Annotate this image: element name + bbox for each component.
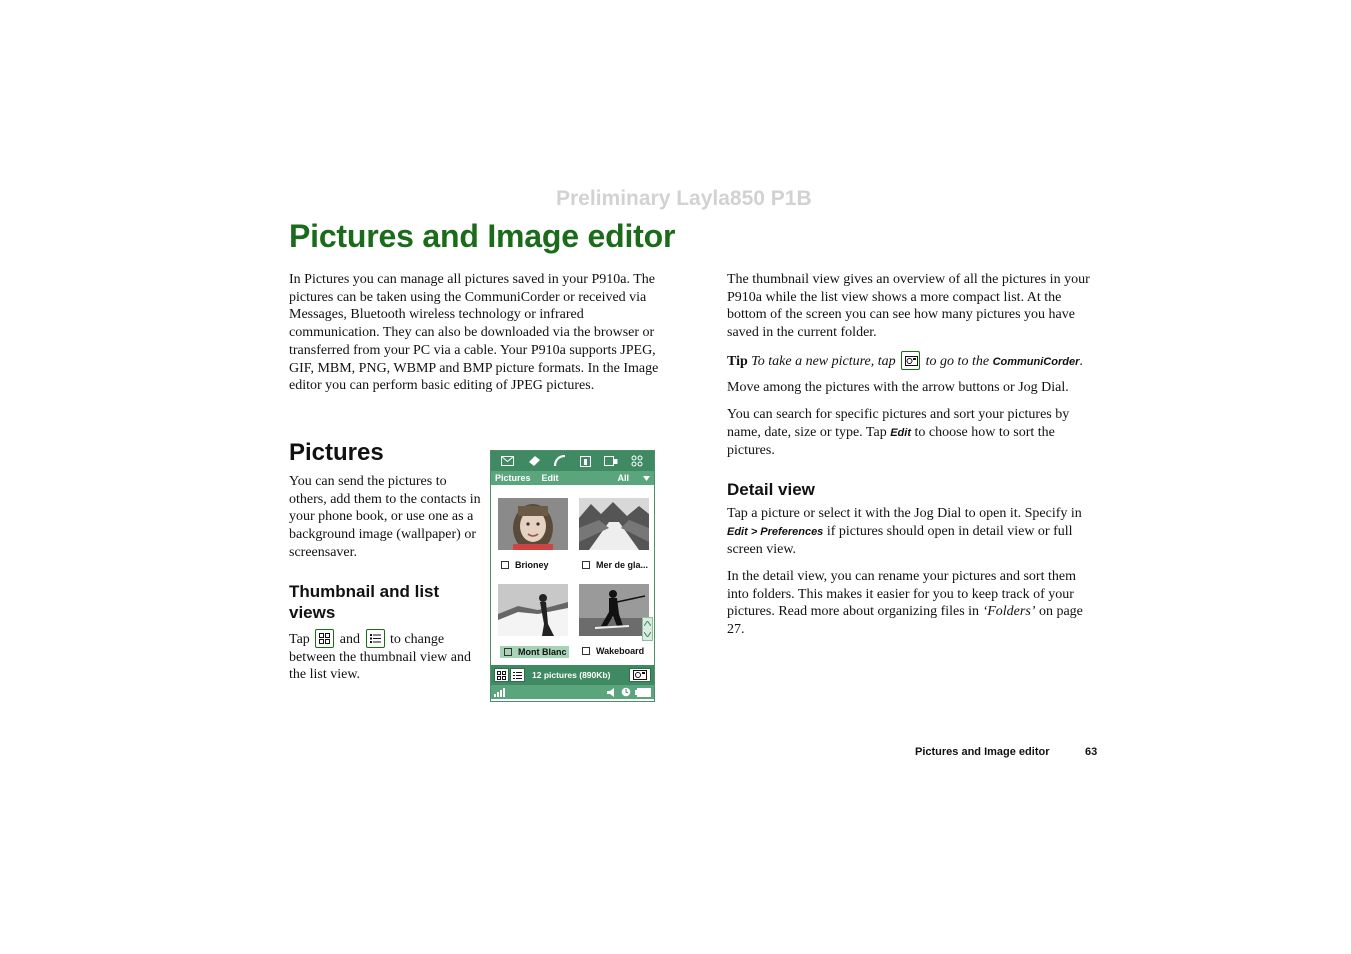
contacts-icon	[526, 454, 542, 468]
app-launcher-bar	[491, 451, 654, 471]
thumbnail-label: Brioney	[515, 560, 549, 570]
thumbnail-grid	[491, 485, 654, 665]
detail-text-b: if pictures should open in detail view or full screen view.	[727, 523, 1073, 558]
select-checkbox	[582, 561, 590, 569]
thumbnail-list-heading: Thumbnail and list views	[289, 582, 440, 622]
folder-filter-label: All	[617, 473, 629, 483]
preferences-menu-ref: Edit > Preferences	[727, 525, 824, 538]
pictures-menu: Pictures	[495, 473, 531, 483]
edit-menu-ref: Edit	[890, 426, 911, 439]
messages-icon	[500, 454, 516, 468]
mont-blanc-photo	[498, 584, 568, 636]
move-among-paragraph: Move among the pictures with the arrow buttons or Jog Dial.	[727, 380, 1069, 395]
footer-chapter-title: Pictures and Image editor	[915, 746, 1050, 758]
thumbnail-label: Mer de gla...	[596, 560, 649, 570]
edit-menu: Edit	[541, 473, 559, 483]
grid-apps-icon	[629, 454, 645, 468]
pictures-app-screenshot	[490, 450, 655, 702]
thumbnail-item	[578, 584, 650, 656]
rename-text-a: In the detail view, you can rename your pictures and sort them into folders. This makes it easier for you to keep track of your pictures. Read more about organizing files in	[727, 569, 1076, 620]
thumbnail-list-paragraph	[289, 629, 484, 684]
thumbnail-view-icon	[315, 629, 334, 648]
thumbnail-overview-paragraph: The thumbnail view gives an overview of all the pictures in your P910a while the list view shows a more compact list. At the bottom of the screen you can see how many pictures you have saved in the current folder.	[727, 272, 1090, 341]
speaker-icon	[607, 688, 616, 697]
tap-text: Tap	[289, 632, 310, 647]
scroll-up-icon	[644, 621, 651, 626]
tip-text-b: to go to the	[925, 354, 990, 369]
status-bar	[491, 685, 654, 699]
thumbnail-view-icon	[494, 668, 509, 682]
list-view-icon	[366, 629, 385, 648]
thumbnail-label: Wakeboard	[596, 646, 645, 656]
thumbnail-caption-selected	[500, 646, 569, 658]
thumbnail-item	[497, 498, 569, 570]
thumbnail-item	[578, 498, 650, 570]
folders-reference: ‘Folders’	[982, 604, 1036, 620]
camera-icon	[901, 351, 920, 370]
select-checkbox	[501, 561, 509, 569]
picture-count: 12 pictures (890Kb)	[532, 670, 611, 680]
thumbnail-caption	[578, 646, 650, 656]
detail-text-a: Tap a picture or select it with the Jog Dial to open it. Specify in	[727, 506, 1082, 521]
detail-view-paragraph	[727, 505, 1099, 559]
detail-view-heading: Detail view	[727, 480, 815, 499]
thumbnail-caption	[578, 560, 650, 570]
bottom-bar	[491, 665, 654, 685]
tip-paragraph	[727, 351, 1099, 372]
battery-icon	[635, 688, 651, 697]
menu-bar	[491, 471, 654, 485]
page-title: Pictures and Image editor	[289, 218, 676, 254]
rename-text-b: on page 27.	[727, 604, 1083, 638]
mer-de-glace-photo	[579, 498, 649, 550]
change-view-text: to change between the thumbnail view and the list view.	[289, 632, 471, 683]
phone-icon	[552, 454, 568, 468]
thumbnail-item	[497, 584, 569, 658]
scroll-down-icon	[644, 632, 651, 637]
pictures-paragraph: You can send the pictures to others, add them to the contacts in your phone book, or use one as a background image (wallpaper) or screensaver.	[289, 474, 481, 560]
intro-paragraph: In Pictures you can manage all pictures saved in your P910a. The pictures can be taken using the CommuniCorder or received via Messages, Bluetooth wireless technology or infrared communication. They can also be downloaded via the browser or transferred from your PC via a cable. Your P910a supports JPEG, GIF, MBM, PNG, WBMP and BMP picture formats. In the Image editor you can perform basic editing of JPEG pictures.	[289, 272, 659, 394]
page-number: 63	[1085, 746, 1098, 758]
wakeboard-photo	[579, 584, 649, 636]
folder-filter	[617, 473, 650, 483]
search-sort-text-a: You can search for specific pictures and sort your pictures by name, date, size or type. Tap	[727, 407, 1070, 440]
tip-app-name: CommuniCorder	[992, 356, 1080, 368]
watermark: Preliminary Layla850 P1B	[556, 187, 812, 210]
search-sort-text-b: to choose how to sort the pictures.	[727, 424, 1055, 459]
scrollbar	[642, 617, 653, 641]
list-view-icon	[510, 668, 525, 682]
brioney-photo	[498, 498, 568, 550]
tip-end: .	[1079, 354, 1083, 369]
camera-icon	[629, 668, 651, 682]
calendar-icon	[577, 454, 593, 468]
tip-label: Tip	[727, 354, 748, 369]
select-checkbox	[504, 648, 512, 656]
clock-icon	[621, 687, 631, 697]
rename-sort-paragraph	[727, 568, 1099, 639]
signal-icon	[494, 688, 506, 697]
search-sort-paragraph	[727, 406, 1099, 460]
thumbnail-label: Mont Blanc	[518, 647, 567, 657]
chevron-down-icon	[643, 476, 650, 481]
applications-icon	[603, 454, 619, 468]
tip-text-a: To take a new picture, tap	[751, 354, 896, 369]
pictures-heading: Pictures	[289, 439, 384, 466]
thumbnail-caption	[497, 560, 569, 570]
and-text: and	[339, 632, 361, 647]
select-checkbox	[582, 647, 590, 655]
